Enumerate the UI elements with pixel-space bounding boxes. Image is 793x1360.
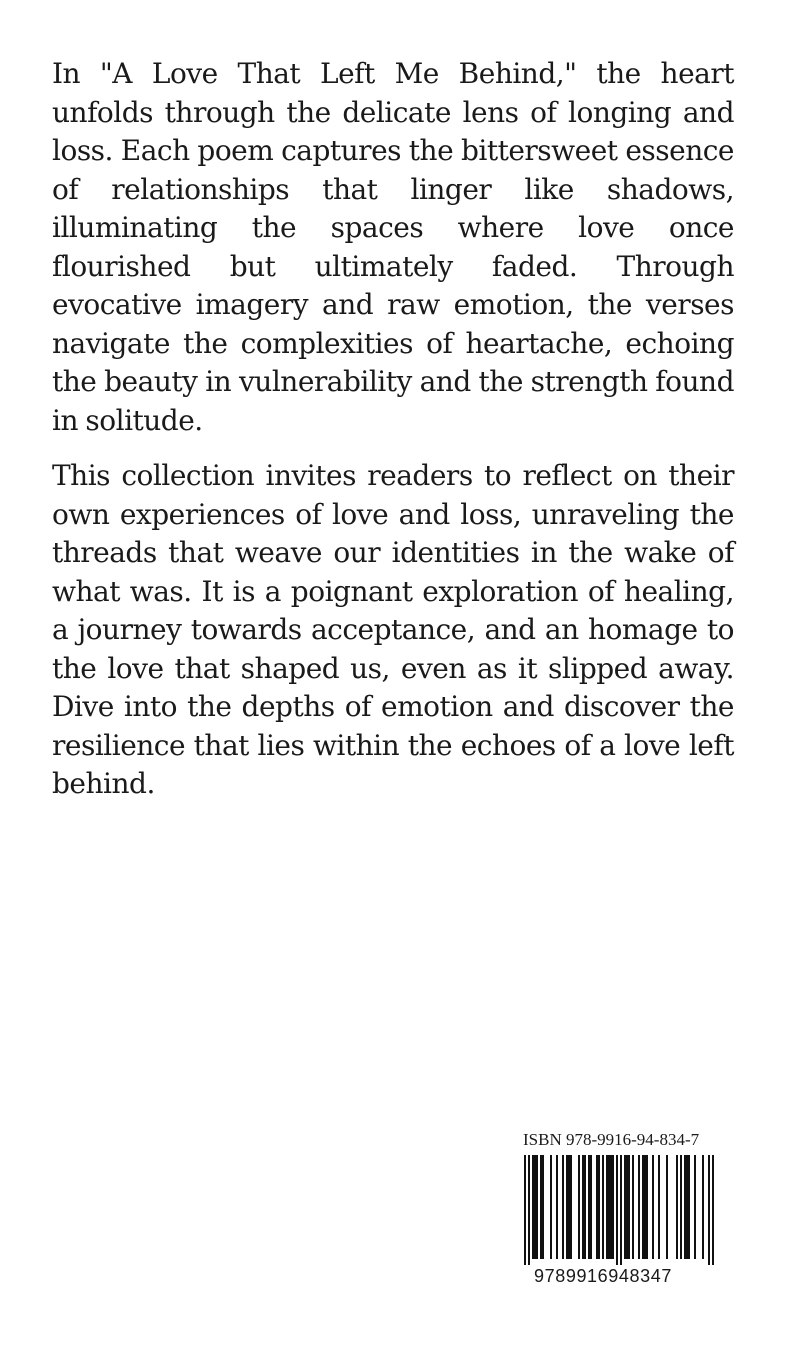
barcode-bar bbox=[584, 1155, 586, 1259]
barcode-bar bbox=[644, 1155, 646, 1259]
barcode-bar bbox=[632, 1155, 634, 1259]
barcode-bar bbox=[524, 1155, 526, 1265]
blurb-paragraph-1: In "A Love That Left Me Behind," the heart unfolds through the delicate lens of longing and loss. Each poem captures the bittersweet essence of relationships that linger like shadows, illuminating the spaces where love once flourished but ultimately faded. Through evocative imagery and raw emotion, the verses navigate the complexities of heartache, echoing the beauty in vulnerability and the strength found in solitude. bbox=[52, 57, 734, 437]
barcode-bar bbox=[646, 1155, 648, 1259]
barcode-bar bbox=[598, 1155, 600, 1259]
barcode-bar bbox=[694, 1155, 696, 1259]
barcode-bar bbox=[612, 1155, 614, 1259]
barcode-bar bbox=[712, 1155, 714, 1265]
barcode-bar bbox=[562, 1155, 564, 1259]
barcode-bar bbox=[536, 1155, 538, 1259]
barcode-bar bbox=[620, 1155, 622, 1265]
barcode-bar bbox=[578, 1155, 580, 1259]
barcode-bar bbox=[550, 1155, 552, 1259]
barcode-bar bbox=[590, 1155, 592, 1259]
barcode-bar bbox=[610, 1155, 612, 1259]
barcode-bar bbox=[566, 1155, 568, 1259]
barcode-bar bbox=[688, 1155, 690, 1259]
barcode-bar bbox=[616, 1155, 618, 1265]
barcode-bar bbox=[570, 1155, 572, 1259]
blurb-paragraph-2: This collection invites readers to reflect on their own experiences of love and loss, unraveling the threads that weave our identities in the wake of what was. It is a poignant exploration of healing, a journey towards acceptance, and an homage to the love that shaped us, even as it slipped away. Dive into the depths of emotion and discover the resilience that lies within the echoes of a love left behind. bbox=[52, 459, 734, 800]
barcode-bar bbox=[626, 1155, 628, 1259]
barcode-bar bbox=[540, 1155, 542, 1259]
barcode-bar bbox=[556, 1155, 558, 1259]
isbn-barcode bbox=[520, 1130, 732, 1300]
barcode-bar bbox=[606, 1155, 608, 1259]
barcode-bar bbox=[588, 1155, 590, 1259]
barcode-bar bbox=[658, 1155, 660, 1259]
barcode-bar bbox=[686, 1155, 688, 1259]
blurb-text bbox=[52, 55, 734, 821]
barcode-bar bbox=[676, 1155, 678, 1259]
barcode-bar bbox=[708, 1155, 710, 1265]
barcode-number: 9789916948347 bbox=[534, 1266, 672, 1286]
barcode-bar bbox=[534, 1155, 536, 1259]
barcode-bar bbox=[568, 1155, 570, 1259]
barcode-bar bbox=[652, 1155, 654, 1259]
barcode-bar bbox=[642, 1155, 644, 1259]
barcode-bar bbox=[532, 1155, 534, 1259]
barcode-bar bbox=[596, 1155, 598, 1259]
isbn-label: ISBN 978-9916-94-834-7 bbox=[523, 1130, 700, 1149]
barcode-bar bbox=[666, 1155, 668, 1259]
barcode-bars bbox=[520, 1155, 732, 1267]
barcode-bar bbox=[624, 1155, 626, 1259]
barcode-bar bbox=[602, 1155, 604, 1259]
barcode-bar bbox=[702, 1155, 704, 1259]
barcode-bar bbox=[684, 1155, 686, 1259]
barcode-bar bbox=[638, 1155, 640, 1259]
barcode-bar bbox=[582, 1155, 584, 1259]
barcode-bar bbox=[680, 1155, 682, 1259]
barcode-bar bbox=[542, 1155, 544, 1259]
barcode-bar bbox=[608, 1155, 610, 1259]
barcode-bar bbox=[528, 1155, 530, 1265]
barcode-bar bbox=[628, 1155, 630, 1259]
